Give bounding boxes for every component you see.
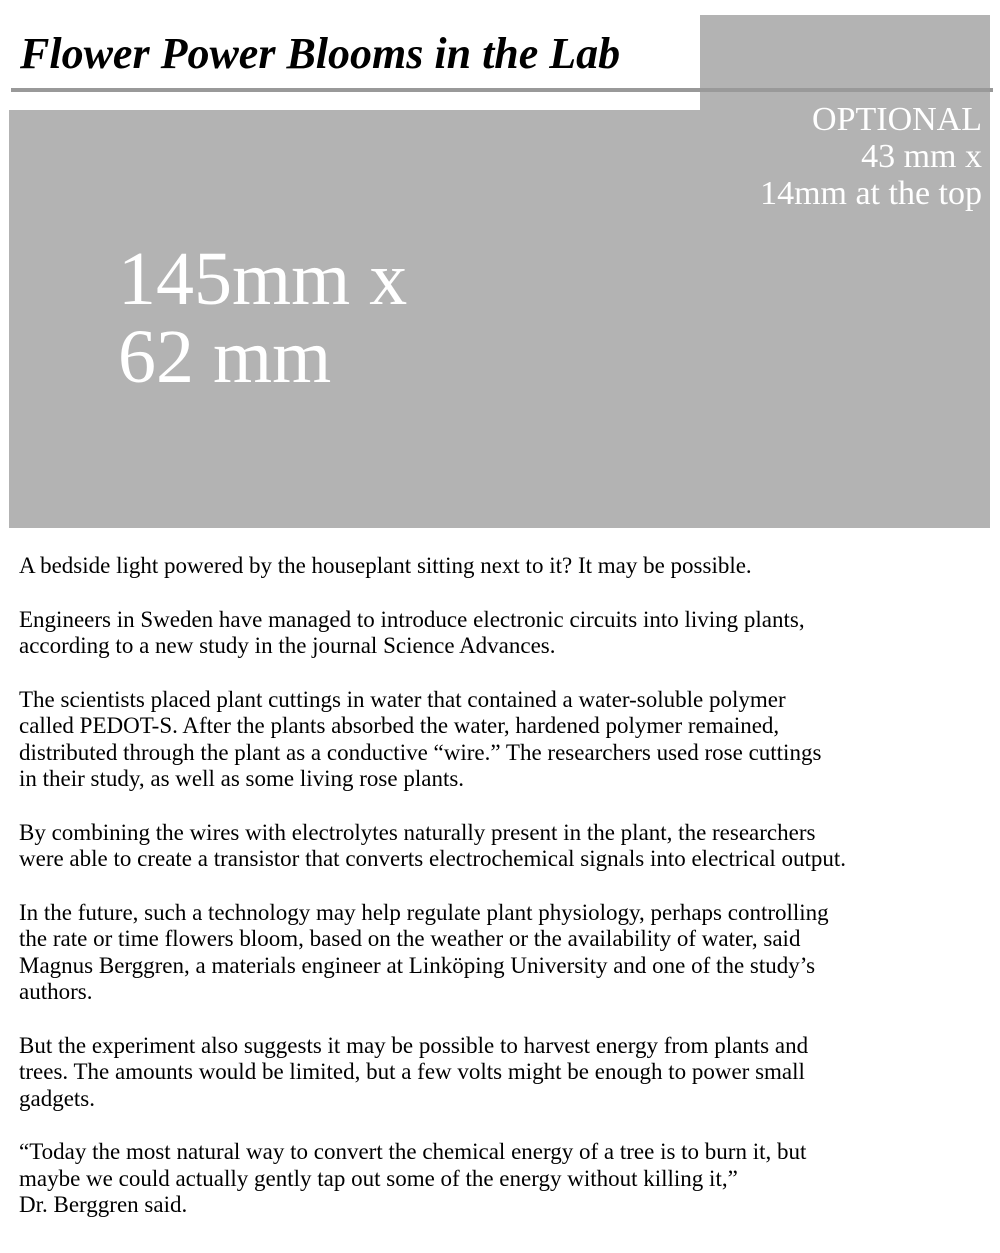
article-paragraph-2: Engineers in Sweden have managed to introduce electronic circuits into living plants, according to a new study in the journal Science Advances. [19, 606, 805, 658]
article-paragraph-6: But the experiment also suggests it may be possible to harvest energy from plants and trees. The amounts would be limited, but a few volts might be enough to power small gadgets. [19, 1032, 809, 1111]
headline: Flower Power Blooms in the Lab [20, 29, 621, 78]
optional-photo-label-width: 43 mm x [861, 138, 982, 175]
optional-photo-label [760, 101, 982, 212]
optional-photo-placeholder [700, 15, 990, 115]
article-paragraph-5: In the future, such a technology may help regulate plant physiology, perhaps controlling the rate or time flowers bloom, based on the weather or the availability of water, said Magnus Berggren, a materials engineer at Linköping University and one of the study’s authors. [19, 899, 829, 1004]
article-body [19, 553, 991, 1246]
main-photo-dimension-height: 62 mm [118, 315, 332, 399]
article-paragraph-3: The scientists placed plant cuttings in water that contained a water-soluble polymer called PEDOT-S. After the plants absorbed the water, hardened polymer remained, distributed through the plant as a conductive “wire.” The researchers used rose cuttings in their study, as well as some living rose plants. [19, 686, 822, 791]
optional-photo-label-height: 14mm at the top [760, 175, 982, 212]
article-paragraph-7: “Today the most natural way to convert the chemical energy of a tree is to burn it, but maybe we could actually gently tap out some of the energy without killing it,” Dr. Berggren said. [19, 1139, 807, 1217]
main-photo-dimensions [118, 237, 408, 399]
main-photo-dimension-width: 145mm x [118, 237, 408, 321]
article-paragraph-4: By combining the wires with electrolytes naturally present in the plant, the researchers were able to create a transistor that converts electrochemical signals into electrical output. [19, 819, 847, 871]
optional-photo-label-title: OPTIONAL [812, 101, 982, 138]
headline-divider [11, 88, 993, 92]
article-paragraph-1: A bedside light powered by the houseplant sitting next to it? It may be possible. [19, 553, 752, 578]
